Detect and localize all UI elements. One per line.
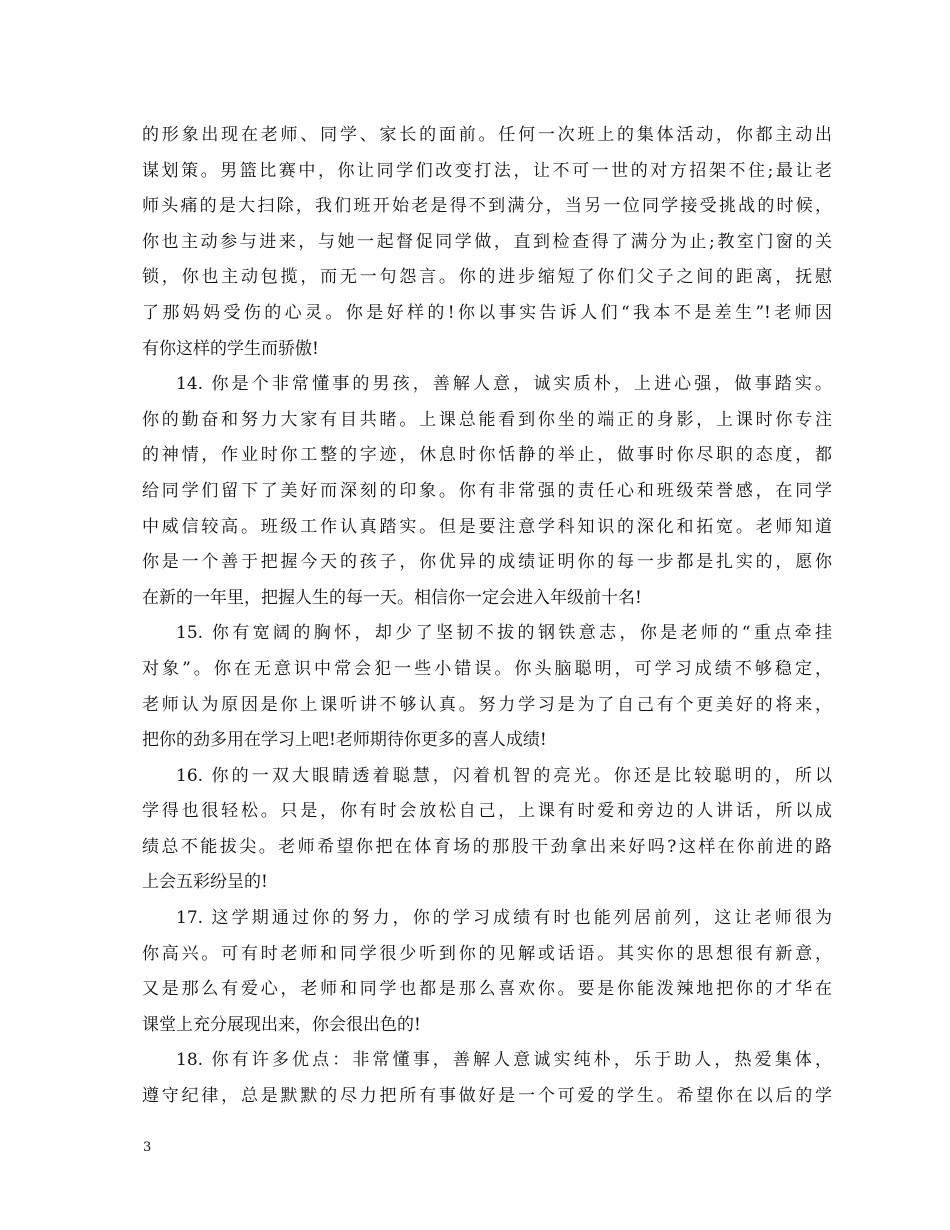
text-line: 学得也很轻松。只是，你有时会放松自己，上课有时爱和旁边的人讲话，所以成 — [142, 801, 832, 822]
paragraph-start-16: 16. 你的一双大眼睛透着聪慧，闪着机智的亮光。你还是比较聪明的，所以 — [176, 765, 832, 786]
paragraph-start-17: 17. 这学期通过你的努力，你的学习成绩有时也能列居前列，这让老师很为 — [176, 908, 832, 929]
text-line: 在新的一年里，把握人生的每一天。相信你一定会进入年级前十名! — [142, 587, 642, 608]
text-line: 了那妈妈受伤的心灵。你是好样的!你以事实告诉人们“我本不是差生”!老师因 — [142, 302, 832, 323]
body-text — [142, 118, 832, 1115]
text-line: 遵守纪律，总是默默的尽力把所有事做好是一个可爱的学生。希望你在以后的学 — [142, 1086, 832, 1107]
paragraph-start-18: 18. 你有许多优点：非常懂事，善解人意诚实纯朴，乐于助人，热爱集体， — [176, 1050, 832, 1071]
text-line: 老师认为原因是你上课听讲不够认真。努力学习是为了自己有个更美好的将来， — [142, 694, 832, 715]
text-line: 把你的劲多用在学习上吧!老师期待你更多的喜人成绩! — [142, 730, 547, 751]
text-line: 上会五彩纷呈的! — [142, 872, 268, 893]
text-line: 有你这样的学生而骄傲! — [142, 338, 319, 359]
text-line: 你是一个善于把握今天的孩子，你优异的成绩证明你的每一步都是扎实的，愿你 — [142, 552, 832, 573]
text-line: 绩总不能拔尖。老师希望你把在体育场的那股干劲拿出来好吗?这样在你前进的路 — [142, 836, 832, 857]
text-line: 你的勤奋和努力大家有目共睹。上课总能看到你坐的端正的身影，上课时你专注 — [142, 409, 832, 430]
text-line: 给同学们留下了美好而深刻的印象。你有非常强的责任心和班级荣誉感，在同学 — [142, 480, 832, 501]
text-line: 的形象出现在老师、同学、家长的面前。任何一次班上的集体活动，你都主动出 — [142, 125, 832, 145]
text-line: 又是那么有爱心，老师和同学也都是那么喜欢你。要是你能泼辣地把你的才华在 — [142, 979, 832, 1000]
text-line: 对象”。你在无意识中常会犯一些小错误。你头脑聪明，可学习成绩不够稳定， — [142, 658, 832, 679]
text-line: 中威信较高。班级工作认真踏实。但是要注意学科知识的深化和拓宽。老师知道 — [142, 516, 832, 537]
text-line: 课堂上充分展现出来，你会很出色的! — [142, 1014, 421, 1035]
text-line: 你高兴。可有时老师和同学很少听到你的见解或话语。其实你的思想很有新意， — [142, 943, 832, 964]
paragraph-start-14: 14. 你是个非常懂事的男孩，善解人意，诚实质朴，上进心强，做事踏实。 — [176, 374, 832, 395]
text-line: 谋划策。男篮比赛中，你让同学们改变打法，让不可一世的对方招架不住;最让老 — [142, 160, 832, 181]
text-line: 师头痛的是大扫除，我们班开始老是得不到满分，当另一位同学接受挑战的时候， — [142, 196, 832, 217]
page-number: 3 — [143, 1140, 152, 1155]
text-line: 锁，你也主动包揽，而无一句怨言。你的进步缩短了你们父子之间的距离，抚慰 — [142, 267, 832, 288]
paragraph-start-15: 15. 你有宽阔的胸怀，却少了坚韧不拔的钢铁意志，你是老师的“重点牵挂 — [176, 623, 832, 644]
text-line: 的神情，作业时你工整的字迹，休息时你恬静的举止，做事时你尽职的态度，都 — [142, 445, 832, 466]
text-line: 你也主动参与进来，与她一起督促同学做，直到检查得了满分为止;教室门窗的关 — [142, 231, 832, 252]
